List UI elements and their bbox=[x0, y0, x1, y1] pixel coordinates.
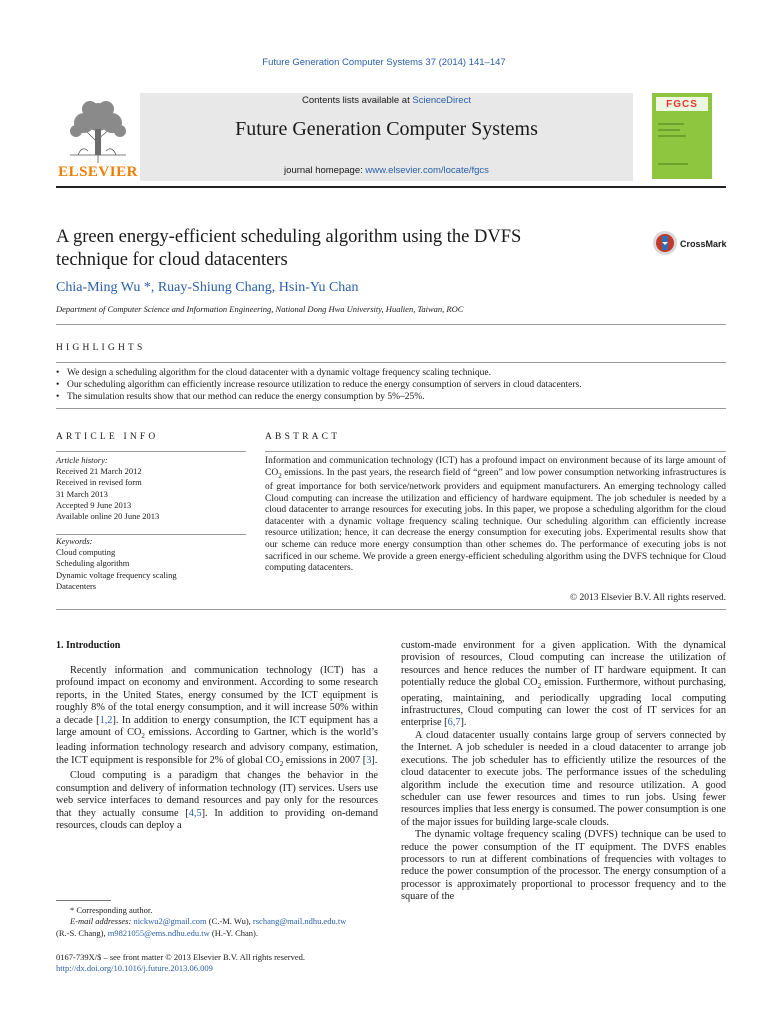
article-history bbox=[56, 455, 246, 522]
front-matter bbox=[56, 952, 386, 975]
email-addresses-cont bbox=[56, 928, 386, 939]
email-link[interactable]: m9821055@ems.ndhu.edu.tw bbox=[107, 927, 210, 938]
citation-link[interactable]: 6,7 bbox=[447, 717, 461, 729]
footnote-rule bbox=[56, 900, 111, 901]
divider bbox=[56, 534, 246, 535]
highlight-item: • We design a scheduling algorithm for the cloud datacenter with a dynamic voltage frequency scaling technique. bbox=[56, 367, 726, 379]
paragraph: The dynamic voltage frequency scaling (DVFS) technique can be used to reduce the power consumption of the IT equipment. The DVFS enables processors to run at different combinations of frequencies with voltages to reduce the power consumption of the processor. The energy consumption of a processor is approximately proportional to processor frequency and to the square of the bbox=[401, 829, 726, 903]
text: Recently information and communication technology (ICT) has a profound impact on economy and environment. According to some research reports, in the United States, energy consumed by the ICT equipment is roughly 8% of the total energy consumption, and it will increase 50% within a decade [ bbox=[56, 665, 378, 726]
text: ]. In addition to energy consumption, the ICT equipment has a large amount of CO bbox=[56, 714, 378, 739]
text: ]. bbox=[460, 717, 467, 729]
article-title: A green energy-efficient scheduling algorithm using the DVFS technique for cloud datacenters bbox=[56, 227, 522, 270]
keywords-label: Keywords: bbox=[56, 536, 93, 546]
divider bbox=[56, 451, 246, 452]
keyword: Datacenters bbox=[56, 580, 97, 591]
crossmark-icon bbox=[652, 230, 678, 256]
issn-line: 0167-739X/$ – see front matter © 2013 Elsevier B.V. All rights reserved. bbox=[56, 952, 305, 962]
email-link[interactable]: rschang@mail.ndhu.edu.tw bbox=[252, 916, 347, 927]
abstract-part: emissions. In the past years, the research field of “green” and low power consumption networking infrastructures is of great importance for both service/network providers and equipment manufacturers. An emerging technology called Cloud computing can increase the utilization and efficiency of hardware equipment. The job scheduler is needed by a cloud datacenter to arrange resources for executing jobs. In this paper, we propose a scheduling algorithm for the cloud datacenter with a dynamic voltage frequency scaling technique. Our scheduling algorithm can efficiently increase resource utilization; hence, it can decrease the energy consumption for executing jobs. Experimental results show that our scheme can reduce more energy consumption than other schemes do. The performance of executing jobs is not sacrificed in our scheme. We provide a green energy-efficient scheduling algorithm using the DVFS technique for Cloud computing datacenters. bbox=[265, 467, 726, 574]
abstract-heading: ABSTRACT bbox=[265, 432, 341, 442]
section-heading-introduction: 1. Introduction bbox=[56, 640, 121, 651]
tree-icon bbox=[56, 93, 140, 165]
body-column-left bbox=[56, 665, 378, 832]
journal-name: Future Generation Computer Systems bbox=[235, 118, 538, 140]
email-owner: (R.-S. Chang), bbox=[56, 927, 108, 938]
citation-link[interactable]: 1,2 bbox=[99, 714, 113, 726]
keyword: Dynamic voltage frequency scaling bbox=[56, 569, 177, 580]
subscript: 2 bbox=[141, 732, 145, 741]
homepage-link[interactable]: www.elsevier.com/locate/fgcs bbox=[365, 165, 489, 176]
text: ]. In addition to providing on-demand resources, clouds can deploy a bbox=[56, 807, 378, 831]
keywords bbox=[56, 536, 246, 592]
keyword: Cloud computing bbox=[56, 547, 116, 558]
divider bbox=[56, 609, 726, 610]
divider bbox=[265, 451, 726, 452]
email-owner: (H.-Y. Chan). bbox=[209, 927, 258, 938]
author-list[interactable]: Chia-Ming Wu *, Ruay-Shiung Chang, Hsin-Yu Chan bbox=[56, 280, 359, 295]
highlight-item: • Our scheduling algorithm can efficiently increase resource utilization to reduce the energy consumption of servers in cloud datacenters. bbox=[56, 379, 726, 391]
article-info-heading: ARTICLE INFO bbox=[56, 432, 159, 442]
abstract-text bbox=[265, 456, 726, 575]
text: emissions. According to Gartner, which is the world’s leading information technology research and advisory company, estimation, the ICT equipment is responsible for 2% of global CO bbox=[56, 727, 379, 766]
highlight-item: • The simulation results show that our method can reduce the energy consumption by 5%–25%. bbox=[56, 391, 726, 403]
email-addresses bbox=[56, 916, 386, 927]
text: Cloud computing is a paradigm that changes the behavior in the consumption and delivery of information technology (IT) services. Users use web service interfaces to demand resources and pay only for the resources that they actually consume [ bbox=[56, 770, 378, 819]
highlights-list bbox=[56, 367, 726, 403]
body-column-right bbox=[401, 640, 726, 904]
copyright-notice: © 2013 Elsevier B.V. All rights reserved. bbox=[569, 593, 726, 603]
subscript: 2 bbox=[278, 471, 282, 480]
text: ]. bbox=[371, 754, 378, 766]
footnote bbox=[56, 905, 386, 939]
text: emissions in 2007 [ bbox=[283, 754, 367, 766]
highlights-heading: HIGHLIGHTS bbox=[56, 343, 146, 353]
online-date: Available online 20 June 2013 bbox=[56, 511, 160, 522]
history-label: Article history: bbox=[56, 455, 108, 465]
journal-citation[interactable]: Future Generation Computer Systems 37 (2014) 141–147 bbox=[262, 57, 506, 68]
paragraph: A cloud datacenter usually contains large group of servers connected by the Internet. A job scheduler is needed in a cloud datacenter to arrange job executions. The job scheduler has to efficiently utilize the resources of the cloud datacenter to execute jobs. The performance issues of the scheduling algorithm include the execution time and resource utilization. A good scheduler can use fewer resources and times to run jobs. Using fewer resources implies that less energy is consumed. The power consumption is one of the major issues for building large-scale clouds. bbox=[401, 729, 726, 828]
crossmark-label[interactable]: CrossMark bbox=[680, 239, 727, 249]
accepted-date: Accepted 9 June 2013 bbox=[56, 499, 132, 510]
email-owner: (C.-M. Wu), bbox=[206, 916, 253, 927]
divider bbox=[56, 362, 726, 363]
header-rule bbox=[56, 186, 726, 188]
contents-prefix: Contents lists available at bbox=[302, 95, 413, 106]
paragraph bbox=[56, 770, 378, 832]
paragraph bbox=[401, 640, 726, 730]
paragraph bbox=[56, 665, 378, 770]
citation-link[interactable]: 4,5 bbox=[188, 807, 202, 819]
doi-link[interactable]: http://dx.doi.org/10.1016/j.future.2013.06.009 bbox=[56, 963, 213, 974]
subscript: 2 bbox=[279, 759, 284, 768]
received-date: Received 21 March 2012 bbox=[56, 466, 142, 477]
email-label: E-mail addresses: bbox=[70, 916, 134, 927]
text: emission. Furthermore, without purchasing, operating, maintaining, and periodically upgrading local computing infrastructures, Cloud computing can lower the cost of IT services for an enterprise [ bbox=[401, 677, 726, 729]
sciencedirect-link[interactable]: ScienceDirect bbox=[412, 95, 471, 106]
publisher-name: ELSEVIER bbox=[58, 164, 138, 180]
revised-line: Received in revised form bbox=[56, 477, 142, 488]
divider bbox=[56, 408, 726, 409]
cover-title: FGCS bbox=[666, 99, 698, 110]
affiliation: Department of Computer Science and Information Engineering, National Dong Hwa University, Hualien, Taiwan, ROC bbox=[56, 304, 464, 314]
divider bbox=[56, 324, 726, 325]
corresponding-author-note: * Corresponding author. bbox=[70, 905, 153, 915]
text: custom-made environment for a given application. With the dynamical provision of resources, Cloud computing can increase the utilization of resources and hence reduces the number of IT hardware equipment. It can potentially reduce the global CO bbox=[401, 640, 726, 689]
abstract-part: Information and communication technology (ICT) has a profound impact on environment because of its large amount of CO bbox=[265, 456, 726, 478]
contents-line bbox=[140, 95, 633, 106]
homepage-line bbox=[140, 165, 633, 176]
subscript: 2 bbox=[537, 682, 542, 691]
citation-link[interactable]: 3 bbox=[366, 754, 372, 766]
revised-date: 31 March 2013 bbox=[56, 488, 108, 499]
homepage-prefix: journal homepage: bbox=[284, 165, 366, 176]
keyword: Scheduling algorithm bbox=[56, 558, 130, 569]
email-link[interactable]: nickwu2@gmail.com bbox=[133, 916, 207, 927]
